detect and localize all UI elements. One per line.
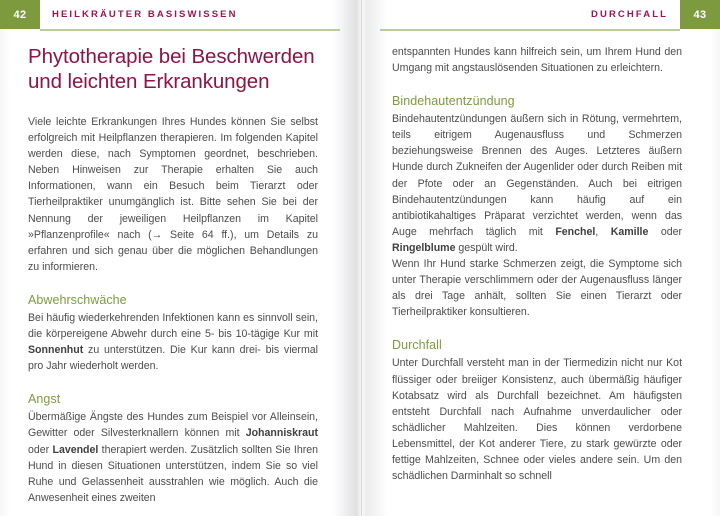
- page-number-left: 42: [0, 0, 40, 29]
- running-title-left: HEILKRÄUTER BASISWISSEN: [52, 9, 238, 20]
- text-run: Bindehautentzündungen äußern sich in Rötung, vermehrtem, teils eitrigem Augenausfluss und Schmerzen beziehungsweise Brennen des Auges. Letzteres äußern Hunde durch Zukneifen der Augenlider oder durch Reiben mit der Pfote oder an Gegenständen. Auch bei eitrigen Bindehautentzündungen kann häufig auf ein antibiotikahaltiges Präparat verzichtet werden, wenn das Auge mehrfach täglich mit: [392, 113, 682, 238]
- header-rule-left: [40, 29, 340, 31]
- right-text-column: [392, 44, 682, 484]
- herb-name-kamille: Kamille: [610, 225, 649, 238]
- herb-name-sonnenhut: Sonnenhut: [28, 344, 84, 357]
- herb-name-ringelblume: Ringelblume: [392, 241, 456, 254]
- section-body: [28, 409, 318, 506]
- herb-name-lavendel: Lavendel: [52, 443, 99, 456]
- section-body: [28, 310, 318, 374]
- left-text-column: [28, 44, 318, 506]
- text-run: ,: [595, 225, 611, 238]
- section-body: Unter Durchfall versteht man in der Tiermedizin nicht nur Kot flüssiger oder breiiger Konsistenz, auch übermäßig häufiger Kotabsatz wird als Durchfall bezeichnet. Am häufigsten entsteht Durchfall nach Aufnahme unverdaulicher oder schädlicher Mahlzeiten. Dies können verdorbene Lebensmittel, der Kot anderer Tiere, zu stark gewürzte oder fettige Mahlzeiten, Schnee oder vieles andere sein. Um den schädlichen Darminhalt so schnell: [392, 357, 682, 483]
- text-run: Übermäßige Ängste des Hundes zum Beispiel vor Alleinsein, Gewitter oder Silvesterknallern können mit: [28, 411, 318, 440]
- header-rule-right: [380, 29, 680, 31]
- section-abwehrschwaeche: [28, 292, 318, 374]
- section-heading: Durchfall: [392, 338, 442, 353]
- herb-name-fenchel: Fenchel: [555, 225, 596, 238]
- section-angst: [28, 391, 318, 506]
- section-bindehautentzuendung: [392, 93, 682, 320]
- section-heading: Angst: [28, 392, 61, 407]
- page-title: Phytotherapie bei Beschwerden und leichten Erkrankungen: [28, 45, 315, 93]
- running-title-right: DURCHFALL: [591, 9, 668, 20]
- left-running-head: [0, 0, 360, 30]
- section-durchfall: [392, 337, 682, 484]
- continuation-paragraph: entspannten Hundes kann hilfreich sein, um Ihrem Hund den Umgang mit angstauslösenden Situationen zu erleichtern.: [392, 46, 682, 75]
- right-running-head: [360, 0, 720, 30]
- right-page: [360, 0, 720, 516]
- section-body: [392, 111, 682, 256]
- text-run: oder: [648, 225, 682, 238]
- section-body-paragraph-2: Wenn Ihr Hund starke Schmerzen zeigt, die Symptome sich unter Therapie verschlimmern oder der Augenausfluss länger als drei Tage anhält, sollten Sie einen Tierarzt oder Tierheilpraktiker konsultieren.: [392, 258, 682, 319]
- page-number-right: 43: [680, 0, 720, 29]
- text-run: therapiert werden. Zusätzlich sollten Sie Ihren Hund in diesen Situationen unterstützen, indem Sie so viel Ruhe und Gelassenheit ausstrahlen wie möglich. Auch die Anwesenheit eines zweiten: [28, 443, 318, 504]
- herb-name-johanniskraut: Johanniskraut: [245, 427, 318, 440]
- section-heading: Bindehautentzündung: [392, 94, 515, 109]
- text-run: zu unterstützen. Die Kur kann drei- bis viermal pro Jahr wiederholt werden.: [28, 344, 318, 373]
- intro-paragraph: Viele leichte Erkrankungen Ihres Hundes können Sie selbst erfolgreich mit Heilpflanzen therapieren. Im folgenden Kapitel werden diese, nach Symptomen geordnet, beschrieben. Neben Hinweisen zur Therapie erhalten Sie auch Informationen, wann ein Besuch beim Tierarzt oder Tierheilpraktiker unumgänglich ist. Bitte sehen Sie bei der Nennung der jeweiligen Heilpflanzen im Kapitel »Pflanzenprofile« nach (→ Seite 64 ff.), um Details zu erfahren und sich genau über die möglichen Behandlungen zu informieren.: [28, 116, 318, 273]
- section-heading: Abwehrschwäche: [28, 292, 127, 307]
- text-run: Bei häufig wiederkehrenden Infektionen kann es sinnvoll sein, die körpereigene Abwehr durch eine 5- bis 10-tägige Kur mit: [28, 311, 318, 341]
- text-run: oder: [28, 443, 53, 456]
- text-run: gespült wird.: [455, 241, 518, 254]
